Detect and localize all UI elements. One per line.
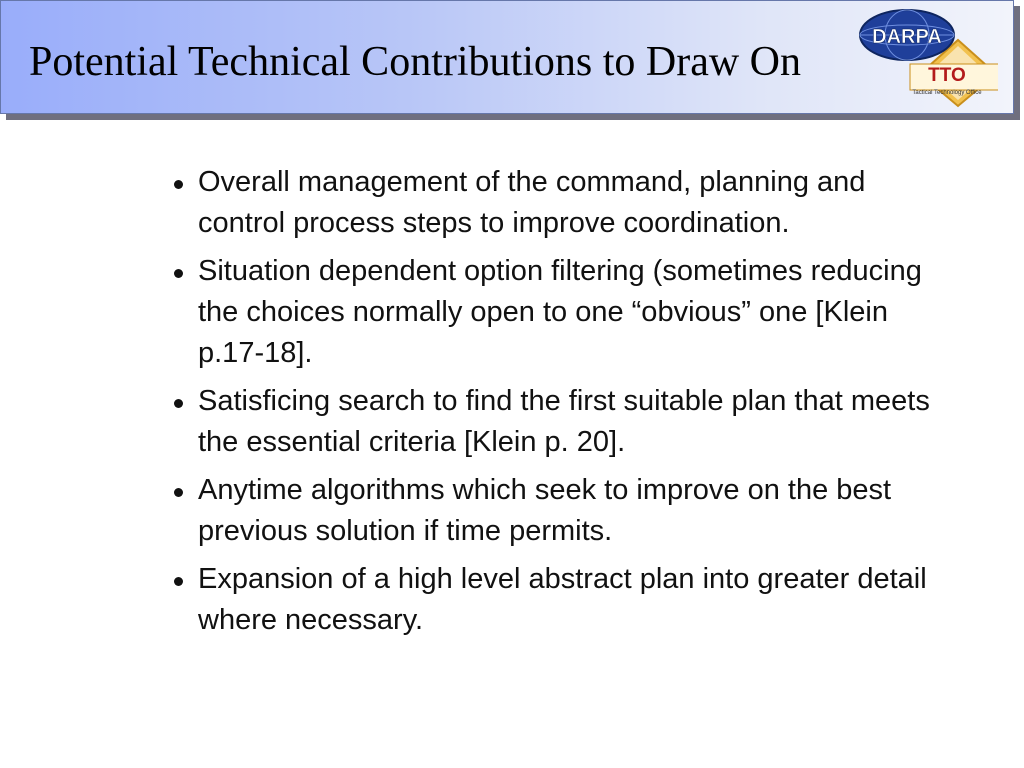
tto-label: TTO: [928, 65, 966, 86]
bullet-item: [170, 559, 960, 641]
bullet-item: [170, 162, 960, 244]
bullet-dot-icon: [174, 488, 183, 497]
bullet-dot-icon: [174, 180, 183, 189]
bullet-dot-icon: [174, 269, 183, 278]
bullet-dot-icon: [174, 399, 183, 408]
darpa-label: DARPA: [872, 26, 942, 48]
bullet-text: Anytime algorithms which seek to improve on the best previous solution if time permits.: [198, 474, 892, 547]
bullet-text: Expansion of a high level abstract plan into greater detail where necessary.: [198, 563, 927, 636]
bullet-item: [170, 251, 960, 374]
tto-office-name: Tactical Technology Office: [912, 90, 982, 96]
bullet-dot-icon: [174, 577, 183, 586]
bullet-item: [170, 381, 960, 463]
bullet-text: Overall management of the command, planning and control process steps to improve coordination.: [198, 166, 866, 239]
bullet-text: Situation dependent option filtering (sometimes reducing the choices normally open to one “obvious” one [Klein p.17-18].: [198, 255, 922, 369]
bullet-item: [170, 470, 960, 552]
darpa-tto-logo: [858, 8, 998, 108]
slide-title: Potential Technical Contributions to Draw On: [29, 39, 801, 85]
darpa-globe-icon: [860, 10, 954, 60]
bullet-text: Satisficing search to find the first suitable plan that meets the essential criteria [Klein p. 20].: [198, 385, 930, 458]
bullet-list: [170, 162, 960, 648]
